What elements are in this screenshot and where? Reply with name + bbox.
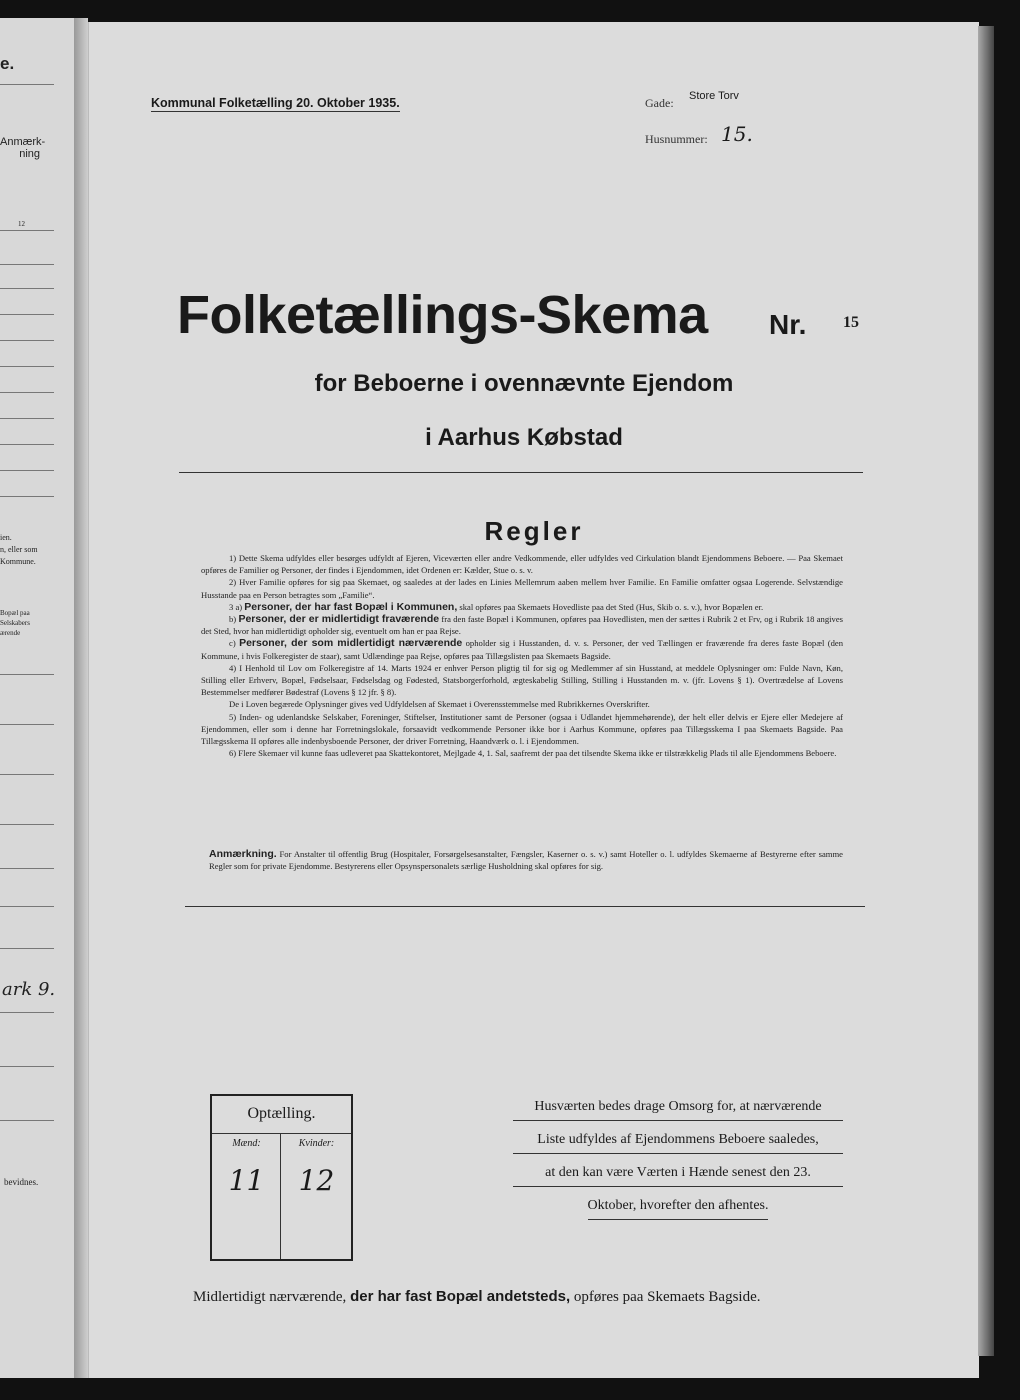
men-label: Mænd: bbox=[232, 1138, 261, 1149]
divider bbox=[0, 288, 54, 289]
women-count: 12 bbox=[298, 1164, 335, 1197]
census-form-page bbox=[88, 22, 979, 1378]
divider bbox=[0, 392, 54, 393]
divider bbox=[0, 366, 54, 367]
left-heading-fragment: e. bbox=[0, 54, 15, 73]
men-count: 11 bbox=[228, 1164, 265, 1197]
divider bbox=[0, 868, 54, 869]
book-edge bbox=[978, 26, 994, 1356]
divider bbox=[185, 906, 865, 907]
divider bbox=[0, 496, 54, 497]
divider bbox=[0, 84, 54, 85]
form-number-label: Nr. bbox=[769, 309, 807, 340]
remark-text: For Anstalter til offentlig Brug (Hospitaler, Forsørgelsesanstalter, Fængsler, Kaserner o. s. v.) samt Hoteller o. l. udfyldes Skemaerne af Bestyrerne efter samme Regler som for private Ejendomme. Bestyrerens eller Opsynspersonalets særlige Husholdning skal opføres for sig. bbox=[209, 849, 843, 871]
notice-line-3: at den kan være Værten i Hænde senest den 23. bbox=[513, 1160, 843, 1187]
remark bbox=[209, 848, 843, 872]
rule-3c: c) Personer, der som midlertidigt nærværende opholder sig i Husstanden, d. v. s. Personer, der ved Tællingen er fraværende fra deres faste Bopæl (den Kommune, i hvis Folkeregister de staar), samt Udlændinge paa Rejse, opføres paa Tillægslisten paa Skemaets Bagside. bbox=[201, 637, 843, 661]
left-bottom-text: bevidnes. bbox=[4, 1177, 39, 1187]
form-location: i Aarhus Købstad bbox=[425, 424, 623, 451]
divider bbox=[0, 674, 54, 675]
left-note-1: ien. n, eller som Kommune. bbox=[0, 533, 38, 566]
left-page-fragment bbox=[0, 18, 74, 1378]
divider bbox=[0, 724, 54, 725]
divider bbox=[0, 264, 54, 265]
rule-3b: b) Personer, der er midlertidigt fraværende fra den faste Bopæl i Kommunen, opføres paa Hovedlisten, men der sættes i Rubrik 2 et Frv, og i Rubrik 18 angives det Sted, hvor han midlertidigt opholder sig, eventuelt om han er paa Rejse. bbox=[201, 613, 843, 637]
notice-line-2: Liste udfyldes af Ejendommens Beboere saaledes, bbox=[513, 1127, 843, 1154]
divider bbox=[0, 1066, 54, 1067]
left-col-header: Anmærk- ning bbox=[0, 136, 46, 160]
form-number-value: 15 bbox=[843, 314, 859, 331]
landlord-notice bbox=[513, 1094, 843, 1226]
rule-4: 4) I Henhold til Lov om Folkeregistre af 14. Marts 1924 er enhver Person pligtig til for sig og Medlemmer af sin Husstand, at meddele Oplysninger om: Fulde Navn, Køn, Stilling eller Erhverv, Bopæl, Fødselsaar, Fødselsdag og Fødested, Statsborgerforhold, ægteskabelig Stilling, Stilling i Husstanden m. v. (jfr. Lovens § 1). Overtrædelse af Lovens Bestemmelser medfører Bødestraf (Lovens § 12 jfr. § 8). bbox=[201, 662, 843, 698]
divider bbox=[0, 444, 54, 445]
footer-part-1: Midlertidigt nærværende, bbox=[193, 1289, 347, 1305]
divider bbox=[0, 340, 54, 341]
count-box-title: Optælling. bbox=[212, 1096, 351, 1134]
notice-line-1: Husværten bedes drage Omsorg for, at nærværende bbox=[513, 1094, 843, 1121]
divider bbox=[0, 906, 54, 907]
footer-part-2: der har fast Bopæl andetsteds, bbox=[350, 1288, 571, 1305]
divider bbox=[0, 824, 54, 825]
divider bbox=[0, 470, 54, 471]
women-label: Kvinder: bbox=[298, 1138, 335, 1149]
rule-3a: 3 a) Personer, der har fast Bopæl i Kommunen, skal opføres paa Skemaets Hovedliste paa det Sted (Hus, Skib o. s. v.), hvor Bopælen er. bbox=[229, 600, 764, 613]
rules-heading: Regler bbox=[484, 516, 584, 546]
divider bbox=[0, 948, 54, 949]
house-number-value: 15. bbox=[721, 122, 753, 146]
rule-6: 6) Flere Skemaer vil kunne faas udleveret paa Skattekontoret, Mejlgade 4, 1. Sal, saafremt der paa det tilsendte Skema ikke er tilstrækkelig Plads til alle Ejendommens Beboere. bbox=[229, 748, 837, 759]
left-handwritten-note: ark 9. bbox=[2, 979, 56, 1000]
street-value: Store Torv bbox=[689, 90, 739, 102]
book-gutter bbox=[74, 18, 88, 1378]
street-label: Gade: bbox=[645, 96, 674, 110]
form-title: Folketællings-Skema bbox=[177, 285, 708, 345]
rule-4b: De i Loven begærede Oplysninger gives ved Udfyldelsen af Skemaet i Overensstemmelse med Rubrikkernes Overskrifter. bbox=[229, 699, 650, 710]
footer-part-3: opføres paa Skemaets Bagside. bbox=[573, 1289, 761, 1305]
notice-line-4: Oktober, hvorefter den afhentes. bbox=[588, 1193, 769, 1220]
rules-text bbox=[201, 552, 843, 759]
rule-2: 2) Hver Familie opføres for sig paa Skemaet, og saaledes at der lades en Linies Mellemrum aaben mellem hver Familie. En Familie omfatter ogsaa Logerende. Selvstændige Husstande paa en Person betragtes som „Familie“. bbox=[201, 577, 843, 600]
divider bbox=[179, 472, 863, 473]
count-box bbox=[210, 1094, 353, 1261]
divider bbox=[0, 1012, 54, 1013]
form-subtitle: for Beboerne i ovennævnte Ejendom bbox=[314, 370, 734, 397]
footer-note bbox=[193, 1288, 761, 1306]
divider bbox=[0, 774, 54, 775]
rule-1: 1) Dette Skema udfyldes eller besørges udfyldt af Ejeren, Viceværten eller andre Vedkommende, eller udfyldes ved Cirkulation blandt Ejendommens Beboere. — Paa Skemaet opføres de Familier og Personer, der findes i Ejendommen, idet Ordenen er: Kælder, Stue o. s. v. bbox=[201, 553, 843, 576]
remark-label: Anmærkning. bbox=[209, 848, 277, 860]
census-date-header: Kommunal Folketælling 20. Oktober 1935. bbox=[151, 96, 400, 110]
house-number-label: Husnummer: bbox=[645, 132, 708, 146]
left-col-number: 12 bbox=[18, 220, 25, 228]
divider bbox=[0, 314, 54, 315]
left-note-2: Bopæl paa Selskabers ærende bbox=[0, 609, 30, 637]
divider bbox=[0, 418, 54, 419]
rule-5: 5) Inden- og udenlandske Selskaber, Foreninger, Stiftelser, Institutioner samt de Personer (ogsaa i Udlandet hjemmehørende), der helt eller delvis er Ejere eller Medejere af Ejendommen, eller som i denne har Forretningslokale, forsaavidt vedkommende Personer ikke bor i Aarhus Kommune, opføres paa Tillægsskema I paa Skemaets Bagside. Paa Tillægsskema II opføres alle indenbysboende Personer, der driver Forretning, Haandværk o. l. i Ejendommen. bbox=[201, 711, 843, 747]
divider bbox=[0, 1120, 54, 1121]
divider bbox=[0, 230, 54, 231]
